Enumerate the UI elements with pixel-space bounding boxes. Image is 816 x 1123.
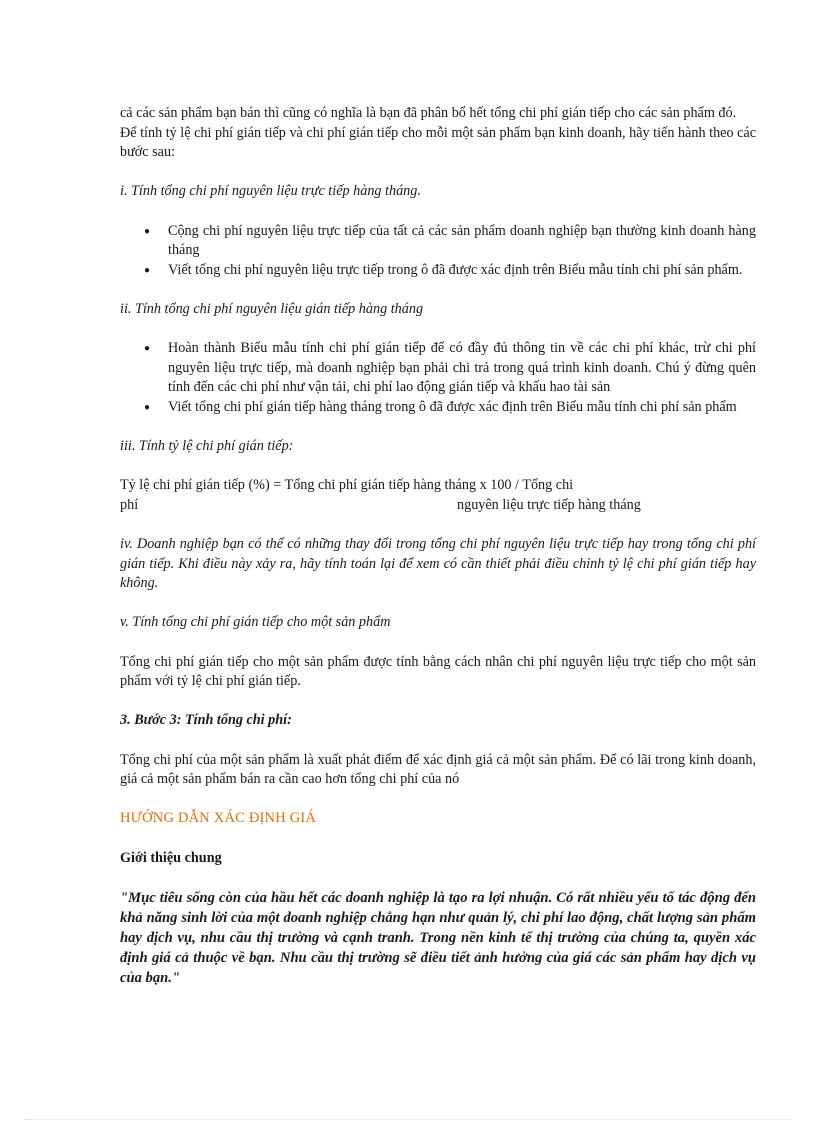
intro-paragraph-2: Để tính tỷ lệ chi phí gián tiếp và chi phí gián tiếp cho mỗi một sản phẩm bạn kinh doanh, hãy tiến hành theo các bước sau:	[120, 124, 756, 161]
step-iii-title: iii. Tính tỷ lệ chi phí gián tiếp:	[120, 438, 294, 455]
formula-line-2-right: nguyên liệu trực tiếp hàng tháng	[457, 496, 641, 513]
step-ii-title: ii. Tính tổng chi phí nguyên liệu gián tiếp hàng tháng	[120, 300, 424, 317]
step-iv-paragraph: iv. Doanh nghiệp bạn có thể có những thay đổi trong tổng chi phí nguyên liệu trực tiếp hay trong tổng chi phí gián tiếp. Khi điều này xảy ra, hãy tính toán lại để xem có cần thiết phải điều chỉnh tỷ lệ chi phí gián tiếp hay không.	[120, 536, 756, 592]
step-ii-list	[120, 339, 756, 417]
bullet-icon: ●	[144, 225, 151, 237]
formula-line-1: Tỷ lệ chi phí gián tiếp (%) = Tổng chi phí gián tiếp hàng tháng x 100 / Tổng chi	[120, 477, 574, 494]
list-item: ● Viết tổng chi phí nguyên liệu trực tiếp trong ô đã được xác định trên Biểu mẫu tính chi phí sản phẩm.	[120, 261, 756, 281]
step-v-paragraph: Tổng chi phí gián tiếp cho một sản phẩm được tính bằng cách nhân chi phí nguyên liệu trực tiếp cho một sản phẩm với tỷ lệ chi phí gián tiếp.	[120, 653, 756, 690]
bullet-icon: ●	[144, 343, 151, 355]
step-3-paragraph: Tổng chi phí của một sản phẩm là xuất phát điểm để xác định giá cả một sản phẩm. Để có lãi trong kinh doanh, giá cả một sản phẩm bán ra cần cao hơn tổng chi phí của nó	[120, 751, 756, 788]
formula-line-2-left: phí	[120, 496, 139, 513]
step-v-title: v. Tính tổng chi phí gián tiếp cho một sản phẩm	[120, 614, 391, 631]
pricing-section-heading: HƯỚNG DẪN XÁC ĐỊNH GIÁ	[120, 810, 317, 827]
list-item: ● Cộng chi phí nguyên liệu trực tiếp của tất cả các sản phẩm doanh nghiệp bạn thường kinh doanh hàng tháng	[144, 222, 756, 259]
bullet-icon: ●	[144, 401, 151, 413]
document-page	[120, 104, 756, 988]
step-i-title: i. Tính tổng chi phí nguyên liệu trực tiếp hàng tháng.	[120, 183, 421, 200]
intro-subheading: Giới thiệu chung	[120, 849, 222, 866]
step-3-heading: 3. Bước 3: Tính tổng chi phí:	[120, 712, 292, 729]
list-item: ● Hoàn thành Biểu mẫu tính chi phí gián tiếp để có đầy đủ thông tin về các chi phí khác, trừ chi phí nguyên liệu trực tiếp, mà doanh nghiệp bạn phải chi trả trong quá trình kinh doanh. Chú ý đừng quên tính đến các chi phí như vận tải, chi phí lao động gián tiếp và khấu hao tài sản	[144, 340, 756, 396]
list-item: ● Viết tổng chi phí gián tiếp hàng tháng trong ô đã được xác định trên Biểu mẫu tính chi phí sản phẩm	[120, 398, 756, 418]
page-bottom-divider	[24, 1119, 792, 1120]
step-i-list	[120, 222, 756, 281]
ratio-formula	[120, 476, 756, 515]
intro-paragraph-1: cả các sản phẩm bạn bán thì cũng có nghĩa là bạn đã phân bổ hết tổng chi phí gián tiếp cho các sản phẩm đó.	[120, 105, 737, 121]
intro-quote: "Mục tiêu sống còn của hầu hết các doanh nghiệp là tạo ra lợi nhuận. Có rất nhiều yếu tố tác động đến khả năng sinh lời của một doanh nghiệp chẳng hạn như quản lý, chi phí lao động, chất lượng sản phẩm hay dịch vụ, nhu cầu thị trường và cạnh tranh. Trong nền kinh tế thị trường của chúng ta, quyền xác định giá cả thuộc về bạn. Nhu cầu thị trường sẽ điều tiết ảnh hưởng của giá các sản phẩm hay dịch vụ của bạn."	[120, 889, 756, 986]
bullet-icon: ●	[144, 264, 151, 276]
